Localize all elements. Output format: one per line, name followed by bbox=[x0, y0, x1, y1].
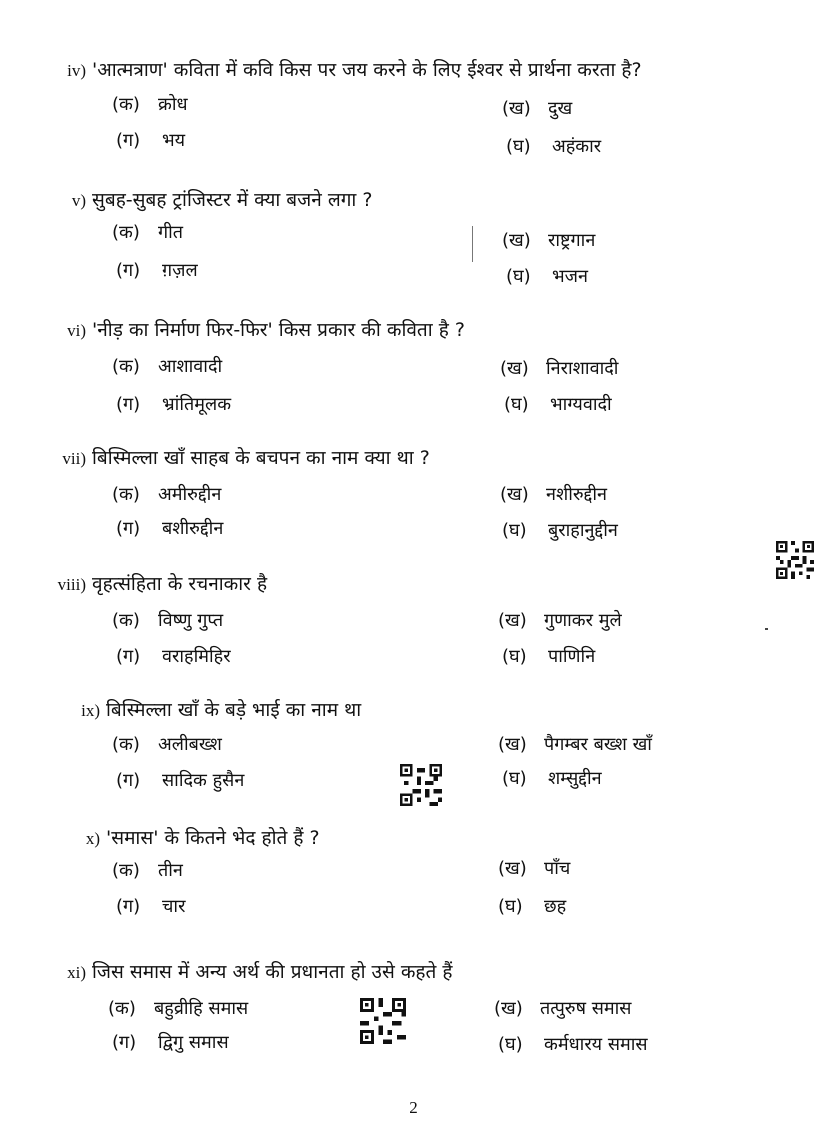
option-gha: (घ) कर्मधारय समास bbox=[498, 1034, 648, 1055]
question-text: v) सुबह-सुबह ट्रांजिस्टर में क्या बजने लगा ? bbox=[71, 189, 373, 211]
page-number: 2 bbox=[409, 1098, 418, 1117]
option-ka: (क) गीत bbox=[112, 222, 184, 243]
option-gha: (घ) अहंकार bbox=[506, 136, 602, 157]
option-kha: (ख) नशीरुद्दीन bbox=[500, 484, 608, 505]
question-text: vi) 'नीड़ का निर्माण फिर-फिर' किस प्रकार की कविता है ? bbox=[67, 319, 465, 341]
option-gha: (घ) भाग्यवादी bbox=[504, 394, 612, 415]
option-ga: (ग) द्विगु समास bbox=[112, 1032, 229, 1053]
option-ka: (क) आशावादी bbox=[112, 356, 223, 377]
option-ka: (क) क्रोध bbox=[112, 94, 188, 115]
option-ga: (ग) भय bbox=[116, 130, 186, 151]
option-gha: (घ) शम्सुद्दीन bbox=[502, 768, 602, 789]
question-text: viii) वृहत्संहिता के रचनाकार है bbox=[57, 573, 268, 595]
option-ga: (ग) भ्रांतिमूलक bbox=[116, 394, 232, 415]
option-kha: (ख) पैगम्बर बख्श खाँ bbox=[498, 734, 652, 755]
question-text: iv) 'आत्मत्राण' कविता में कवि किस पर जय करने के लिए ईश्वर से प्रार्थना करता है? bbox=[67, 59, 642, 81]
option-kha: (ख) गुणाकर मुले bbox=[498, 610, 622, 631]
option-kha: (ख) दुख bbox=[502, 98, 573, 119]
question-text: xi) जिस समास में अन्य अर्थ की प्रधानता हो उसे कहते हैं bbox=[67, 961, 453, 983]
option-kha: (ख) राष्ट्रगान bbox=[502, 230, 596, 251]
qr-code-icon bbox=[398, 764, 444, 810]
option-ka: (क) अलीबख्श bbox=[112, 734, 222, 755]
option-ka: (क) बहुव्रीहि समास bbox=[108, 998, 249, 1019]
option-gha: (घ) बुराहानुद्दीन bbox=[502, 520, 618, 541]
option-kha: (ख) निराशावादी bbox=[500, 358, 619, 379]
option-ka: (क) अमीरुद्दीन bbox=[112, 484, 222, 505]
option-gha: (घ) छह bbox=[498, 896, 567, 917]
option-ka: (क) तीन bbox=[112, 860, 183, 881]
vertical-rule bbox=[472, 226, 473, 262]
qr-code-icon bbox=[360, 998, 406, 1048]
option-gha: (घ) पाणिनि bbox=[502, 646, 596, 667]
qr-code-icon bbox=[776, 540, 814, 584]
option-ka: (क) विष्णु गुप्त bbox=[112, 610, 224, 631]
scan-speck bbox=[765, 628, 768, 630]
option-ga: (ग) सादिक हुसैन bbox=[116, 770, 245, 791]
option-gha: (घ) भजन bbox=[506, 266, 588, 287]
option-ga: (ग) ग़ज़ल bbox=[116, 260, 198, 281]
question-text: vii) बिस्मिल्ला खाँ साहब के बचपन का नाम क्या था ? bbox=[62, 447, 430, 469]
option-ga: (ग) चार bbox=[116, 896, 186, 917]
option-ga: (ग) वराहमिहिर bbox=[116, 646, 231, 667]
question-text: ix) बिस्मिल्ला खाँ के बड़े भाई का नाम था bbox=[81, 699, 362, 721]
question-text: x) 'समास' के कितने भेद होते हैं ? bbox=[85, 827, 320, 849]
option-kha: (ख) पाँच bbox=[498, 858, 571, 879]
option-ga: (ग) बशीरुद्दीन bbox=[116, 518, 224, 539]
option-kha: (ख) तत्पुरुष समास bbox=[494, 998, 632, 1019]
